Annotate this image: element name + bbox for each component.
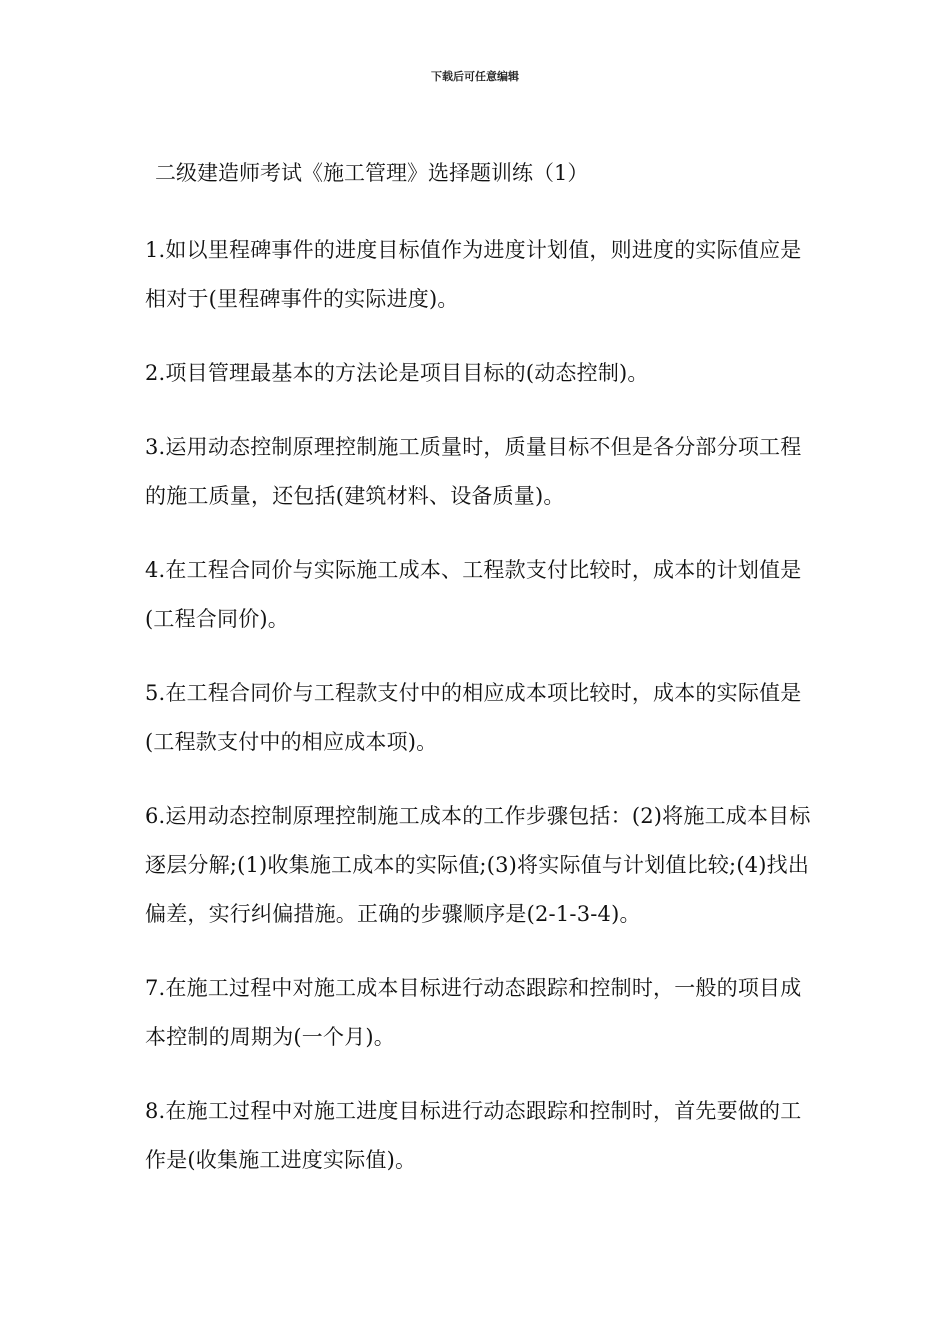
question-item-5: 5.在工程合同价与工程款支付中的相应成本项比较时，成本的实际值是(工程款支付中的相应成本项)。 xyxy=(145,681,802,754)
document-title: 二级建造师考试《施工管理》选择题训练（1） xyxy=(155,161,589,185)
question-item-6: 6.运用动态控制原理控制施工成本的工作步骤包括：(2)将施工成本目标逐层分解;(1)收集施工成本的实际值;(3)将实际值与计划值比较;(4)找出偏差，实行纠偏措施。正确的步骤顺序是(2-1-3-4)。 xyxy=(145,804,811,926)
question-list xyxy=(145,226,815,1210)
question-item-4: 4.在工程合同价与实际施工成本、工程款支付比较时，成本的计划值是(工程合同价)。 xyxy=(145,558,802,631)
question-item-3: 3.运用动态控制原理控制施工质量时，质量目标不但是各分部分项工程的施工质量，还包括(建筑材料、设备质量)。 xyxy=(145,435,802,508)
question-item-2: 2.项目管理最基本的方法论是项目目标的(动态控制)。 xyxy=(145,361,649,385)
question-item-1: 1.如以里程碑事件的进度目标值作为进度计划值，则进度的实际值应是相对于(里程碑事件的实际进度)。 xyxy=(145,238,802,311)
question-item-7: 7.在施工过程中对施工成本目标进行动态跟踪和控制时，一般的项目成本控制的周期为(一个月)。 xyxy=(145,976,802,1049)
question-item-8: 8.在施工过程中对施工进度目标进行动态跟踪和控制时，首先要做的工作是(收集施工进度实际值)。 xyxy=(145,1099,802,1172)
header-note: 下载后可任意编辑 xyxy=(431,70,519,83)
